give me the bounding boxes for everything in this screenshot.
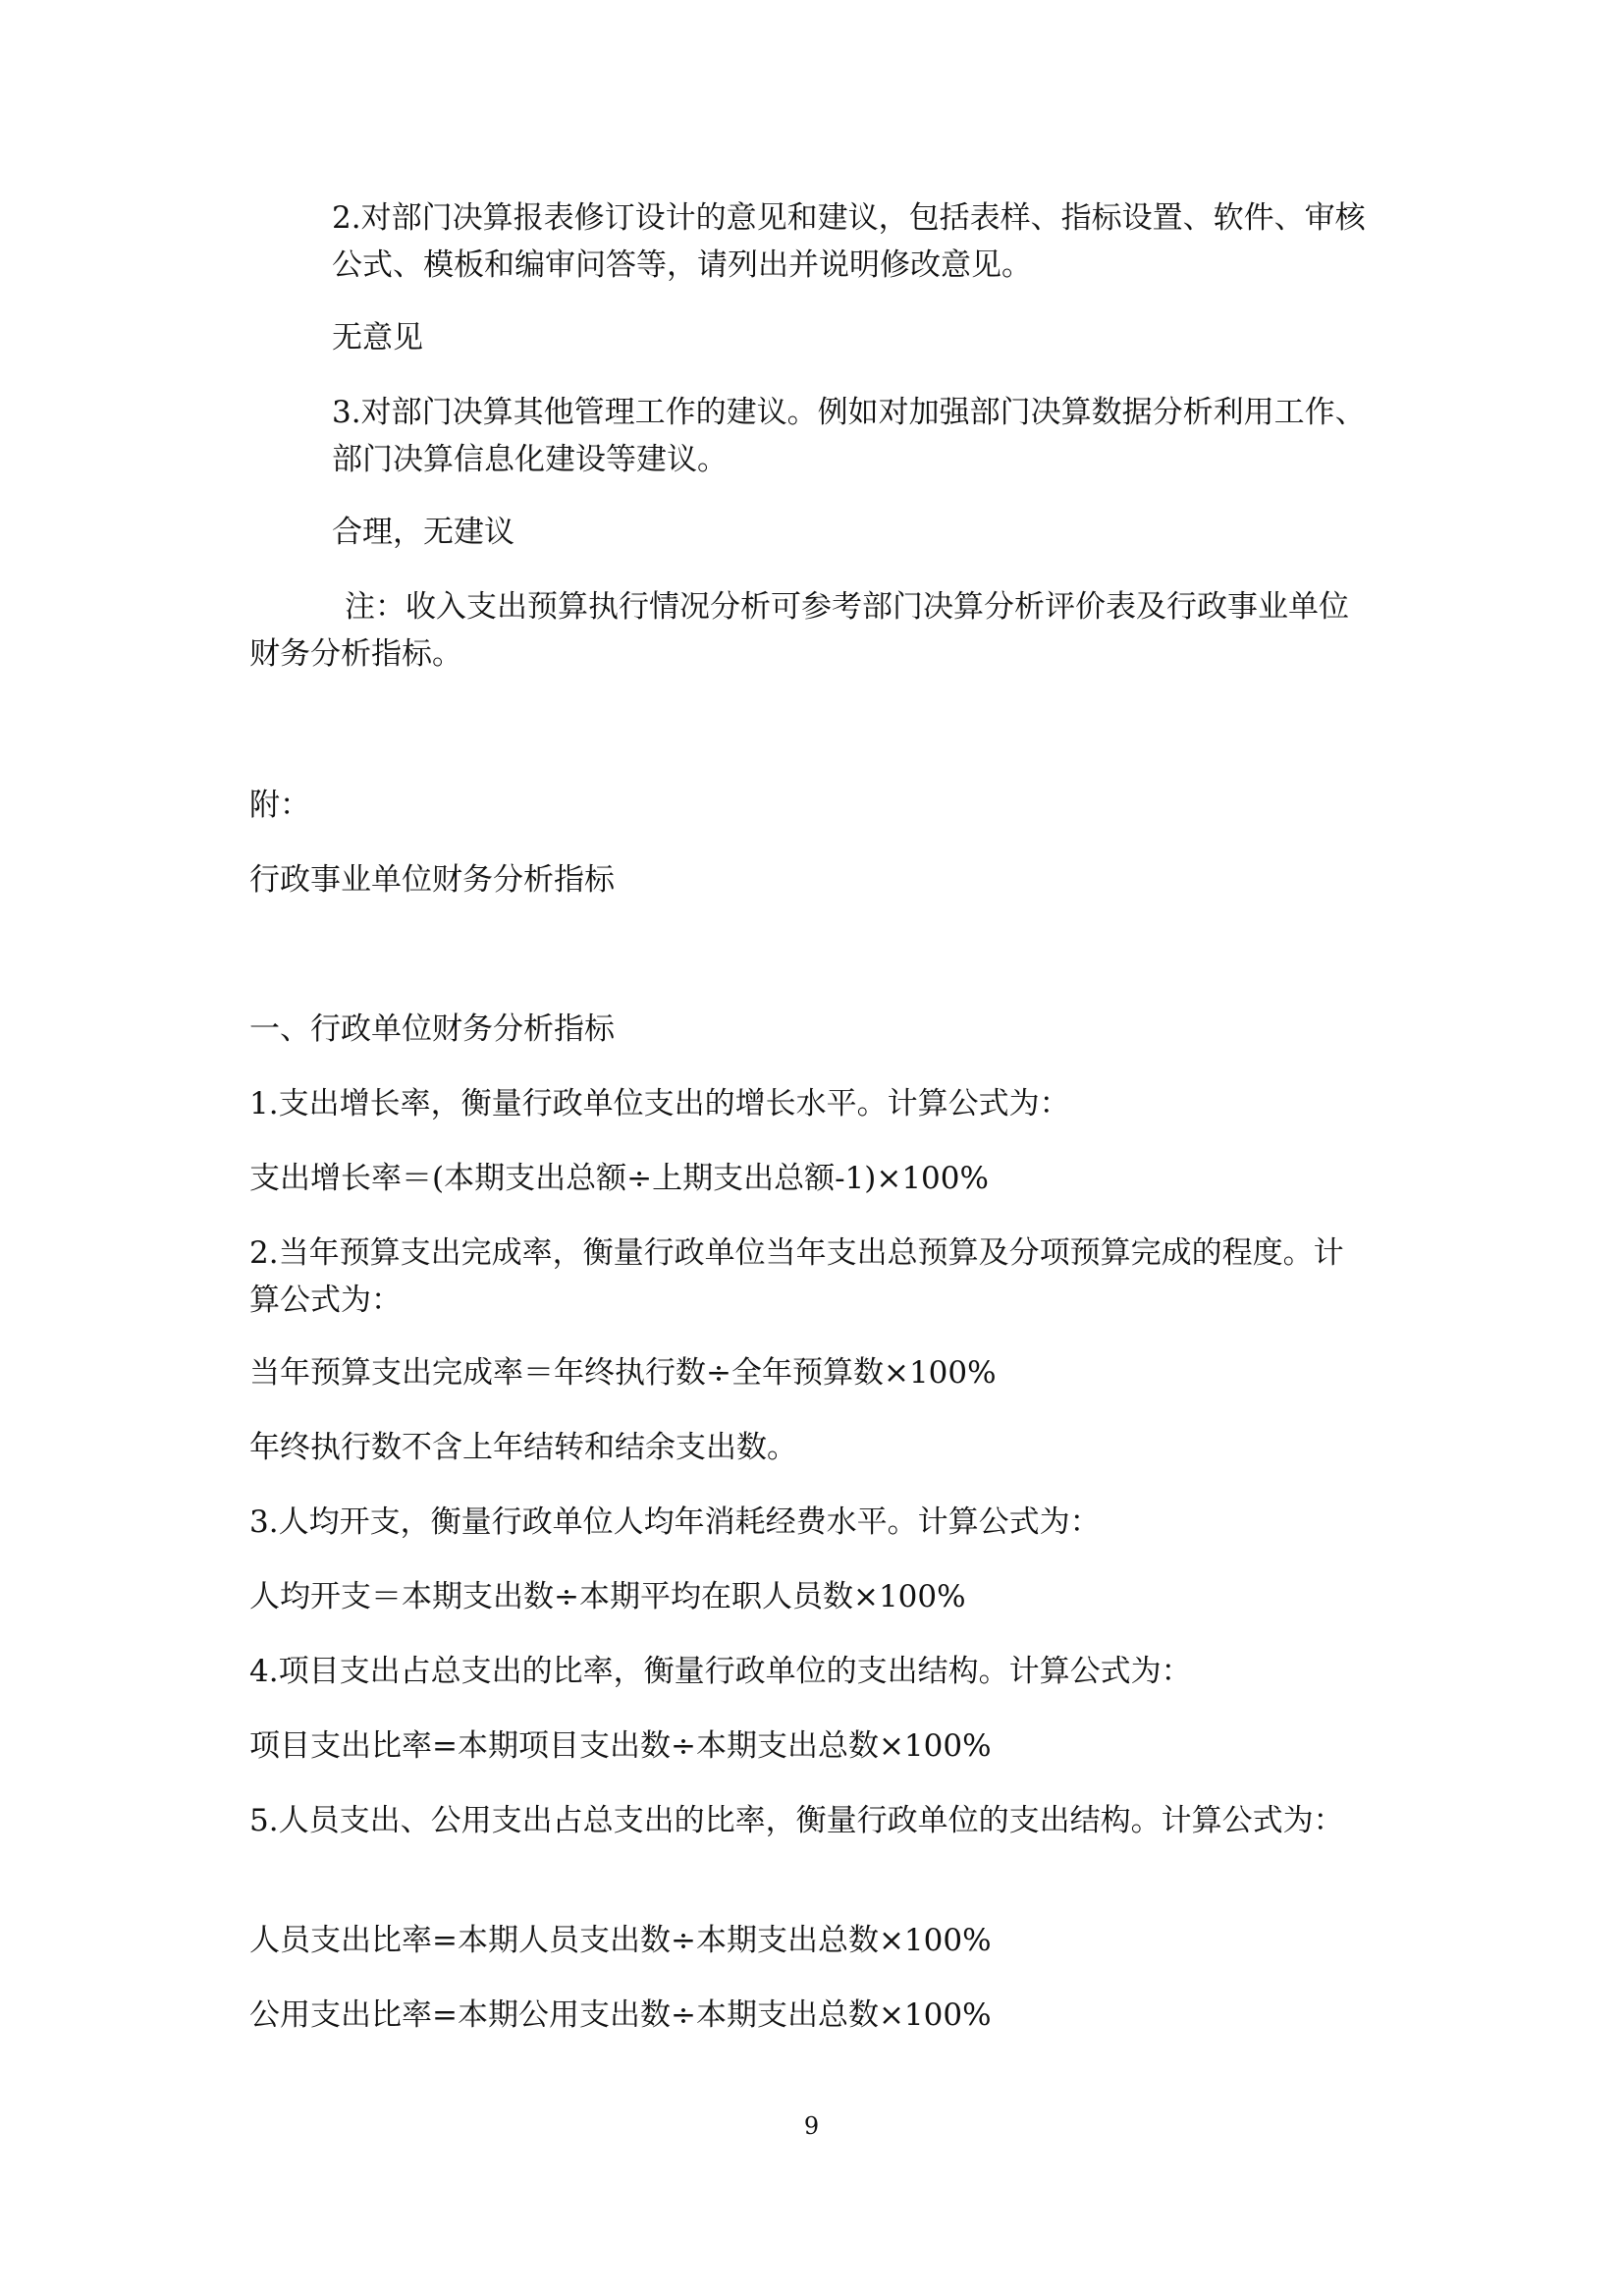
note-2: 年终执行数不含上年结转和结余支出数。: [249, 1430, 797, 1465]
indicator-1: 1.支出增长率，衡量行政单位支出的增长水平。计算公式为：: [249, 1086, 1070, 1121]
page-number: 9: [803, 2112, 820, 2140]
formula-4: 项目支出比率=本期项目支出数÷本期支出总数×100%: [249, 1728, 992, 1764]
note-paragraph: 注：收入支出预算执行情况分析可参考部门决算分析评价表及行政事业单位财务分析指标。: [249, 589, 1349, 672]
answer-reasonable: 合理，无建议: [332, 515, 514, 550]
indicator-5: 5.人员支出、公用支出占总支出的比率，衡量行政单位的支出结构。计算公式为：: [249, 1803, 1344, 1838]
paragraph-item-3: 3.对部门决算其他管理工作的建议。例如对加强部门决算数据分析利用工作、部门决算信息化建设等建议。: [332, 395, 1366, 477]
indicator-2: 2.当年预算支出完成率，衡量行政单位当年支出总预算及分项预算完成的程度。计算公式为：: [249, 1235, 1344, 1318]
formula-1: 支出增长率＝(本期支出总额÷上期支出总额-1)×100%: [249, 1161, 989, 1196]
paragraph-item-2: 2.对部门决算报表修订设计的意见和建议，包括表样、指标设置、软件、审核公式、模板和编审问答等，请列出并说明修改意见。: [332, 200, 1366, 283]
formula-5a: 人员支出比率=本期人员支出数÷本期支出总数×100%: [249, 1923, 992, 1958]
formula-5b: 公用支出比率=本期公用支出数÷本期支出总数×100%: [249, 1997, 992, 2033]
indicator-4: 4.项目支出占总支出的比率，衡量行政单位的支出结构。计算公式为：: [249, 1654, 1192, 1689]
indicator-3: 3.人均开支，衡量行政单位人均年消耗经费水平。计算公式为：: [249, 1504, 1101, 1540]
formula-2: 当年预算支出完成率＝年终执行数÷全年预算数×100%: [249, 1355, 997, 1391]
formula-3: 人均开支＝本期支出数÷本期平均在职人员数×100%: [249, 1579, 966, 1614]
appendix-label: 附：: [249, 788, 310, 823]
section-heading: 一、行政单位财务分析指标: [249, 1011, 615, 1047]
answer-no-opinion: 无意见: [332, 320, 423, 355]
appendix-title: 行政事业单位财务分析指标: [249, 862, 615, 898]
